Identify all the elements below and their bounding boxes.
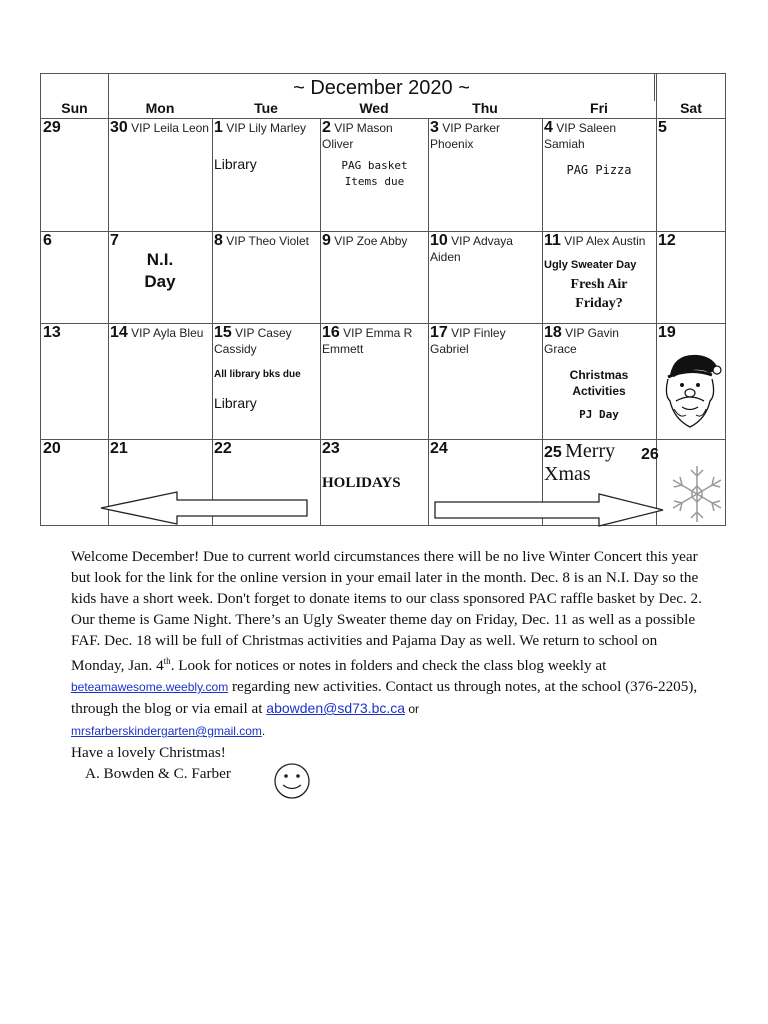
grid-line [320, 118, 321, 526]
day-cell [214, 441, 319, 457]
event-note: Fresh Air Friday? [570, 277, 628, 311]
calendar-title: ~ December 2020 ~ [108, 74, 655, 101]
day-header-sat: Sat [680, 100, 702, 116]
day-cell [430, 233, 540, 265]
day-number: 25 [544, 444, 562, 461]
letter-closing: Have a lovely Christmas! [71, 744, 226, 762]
day-cell [430, 325, 540, 357]
day-number: 2 [322, 120, 331, 136]
day-number: 26 [641, 447, 659, 463]
day-cell [658, 325, 724, 437]
day-number: 22 [214, 441, 232, 457]
day-number: 7 [110, 233, 119, 249]
day-cell [322, 233, 427, 249]
event-note: Merry [565, 443, 616, 462]
day-cell [430, 120, 540, 152]
day-cell [322, 120, 427, 190]
day-number: 29 [43, 120, 61, 136]
day-header-mon: Mon [145, 100, 175, 116]
grid-line [108, 74, 109, 526]
grid-line [428, 118, 429, 526]
day-cell [214, 325, 319, 411]
letter-text: regarding new activities. Contact us through notes, at the school (376-2205), through the blog or via email at [71, 678, 698, 718]
event-note: PJ Day [579, 408, 619, 421]
event-note: PAG basket Items due [341, 159, 408, 188]
day-cell [43, 233, 107, 249]
vip-name: VIP Ayla Bleu [131, 326, 204, 340]
day-cell [43, 120, 107, 136]
day-cell [544, 325, 654, 437]
day-cell [43, 325, 107, 341]
day-number: 5 [658, 120, 667, 136]
day-number: 3 [430, 120, 439, 136]
day-number: 15 [214, 325, 232, 341]
day-number: 8 [214, 233, 223, 249]
vip-name: VIP Parker Phoenix [430, 121, 501, 151]
day-cell [110, 120, 210, 136]
vip-name: VIP Zoe Abby [334, 234, 408, 248]
letter-signature: A. Bowden & C. Farber [85, 765, 231, 783]
vip-name: VIP Leila Leon [131, 121, 209, 135]
calendar-title-row [41, 74, 725, 101]
day-cell [322, 325, 427, 357]
day-number: 1 [214, 120, 223, 136]
vip-name: VIP Finley Gabriel [430, 326, 506, 356]
grid-line [41, 323, 725, 324]
event-note: Xmas [544, 463, 591, 485]
smiley-face-icon [273, 762, 311, 800]
event-note: Ugly Sweater Day [544, 259, 637, 271]
event-note: N.I. Day [144, 250, 176, 291]
day-number: 20 [43, 441, 61, 457]
grid-line [542, 118, 543, 526]
day-number: 9 [322, 233, 331, 249]
day-header-sun: Sun [61, 100, 88, 116]
day-cell [214, 233, 319, 249]
day-cell [544, 120, 654, 178]
day-number: 13 [43, 325, 61, 341]
day-number: 12 [658, 233, 676, 249]
day-number: 11 [544, 233, 561, 249]
vip-name: VIP Gavin Grace [544, 326, 619, 356]
day-cell [544, 233, 654, 313]
day-number: 19 [658, 325, 676, 341]
blog-link[interactable]: beteamawesome.weebly.com [71, 680, 229, 695]
vip-name: VIP Alex Austin [564, 234, 646, 248]
email-link-farber[interactable]: mrsfarberskindergarten@gmail.com [71, 724, 262, 739]
superscript: th [163, 656, 171, 666]
day-cell [214, 120, 319, 172]
day-header-tue: Tue [254, 100, 278, 116]
grid-line [41, 118, 725, 119]
left-arrow-icon [99, 490, 309, 526]
santa-icon [660, 349, 722, 437]
email-link-bowden[interactable]: abowden@sd73.bc.ca [266, 700, 406, 717]
day-cell [658, 120, 724, 136]
day-cell [544, 443, 654, 487]
right-arrow-icon [433, 492, 665, 528]
day-cell [322, 441, 427, 491]
day-number: 23 [322, 441, 340, 457]
letter-text: . [261, 724, 266, 739]
day-number: 14 [110, 325, 128, 341]
day-cell [658, 233, 724, 249]
vip-name: VIP Emma R Emmett [322, 326, 413, 356]
letter-text: Welcome December! Due to current world circumstances there will be no live Winter Concert this year but look for the link for the online version in your email later in the month. Dec. 8 is an N.I. Day so the kids have a short week. Don't forget to donate items to our class sponsored PAC raffle basket by Dec. 2. Our theme is Game Night. There’s an Ugly Sweater theme day on Friday, Dec. 11 as well as a possible FAF. Dec. 18 will be full of Christmas activities and Pajama Day as well. We return to school on Monday, Jan. 4 [71, 548, 702, 675]
day-number: 30 [110, 120, 128, 136]
day-header-wed: Wed [359, 100, 389, 116]
grid-line [41, 231, 725, 232]
day-cell [43, 441, 107, 457]
newsletter-letter [71, 546, 711, 784]
vip-name: VIP Saleen Samiah [544, 121, 617, 151]
vip-name: VIP Casey Cassidy [214, 326, 292, 356]
letter-text: . Look for notices or notes in folders and check the class blog weekly at [170, 657, 607, 675]
day-cell [641, 447, 681, 463]
grid-line [212, 118, 213, 526]
event-note: HOLIDAYS [322, 475, 401, 491]
day-number: 16 [322, 325, 340, 341]
day-number: 10 [430, 233, 448, 249]
vip-name: VIP Advaya Aiden [430, 234, 513, 264]
day-cell [110, 325, 210, 341]
day-cell [110, 233, 210, 293]
vip-name: VIP Lily Marley [226, 121, 307, 135]
day-number: 6 [43, 233, 52, 249]
snowflake-icon [668, 462, 726, 526]
day-header-thu: Thu [472, 100, 498, 116]
day-number: 24 [430, 441, 448, 457]
event-note: Library [214, 156, 257, 172]
day-cell [110, 441, 210, 457]
event-note: Christmas Activities [569, 368, 629, 398]
vip-name: VIP Theo Violet [226, 234, 309, 248]
day-number: 21 [110, 441, 128, 457]
day-number: 17 [430, 325, 448, 341]
grid-line [41, 439, 725, 440]
letter-text: or [405, 702, 420, 717]
calendar [40, 73, 726, 526]
day-number: 18 [544, 325, 562, 341]
day-number: 4 [544, 120, 553, 136]
event-note: PAG Pizza [566, 163, 632, 177]
day-cell [430, 441, 540, 457]
letter-body [71, 546, 711, 742]
event-note: All library bks due [214, 369, 301, 380]
vip-name: VIP Mason Oliver [322, 121, 393, 151]
day-header-fri: Fri [590, 100, 608, 116]
event-note: Library [214, 395, 257, 411]
